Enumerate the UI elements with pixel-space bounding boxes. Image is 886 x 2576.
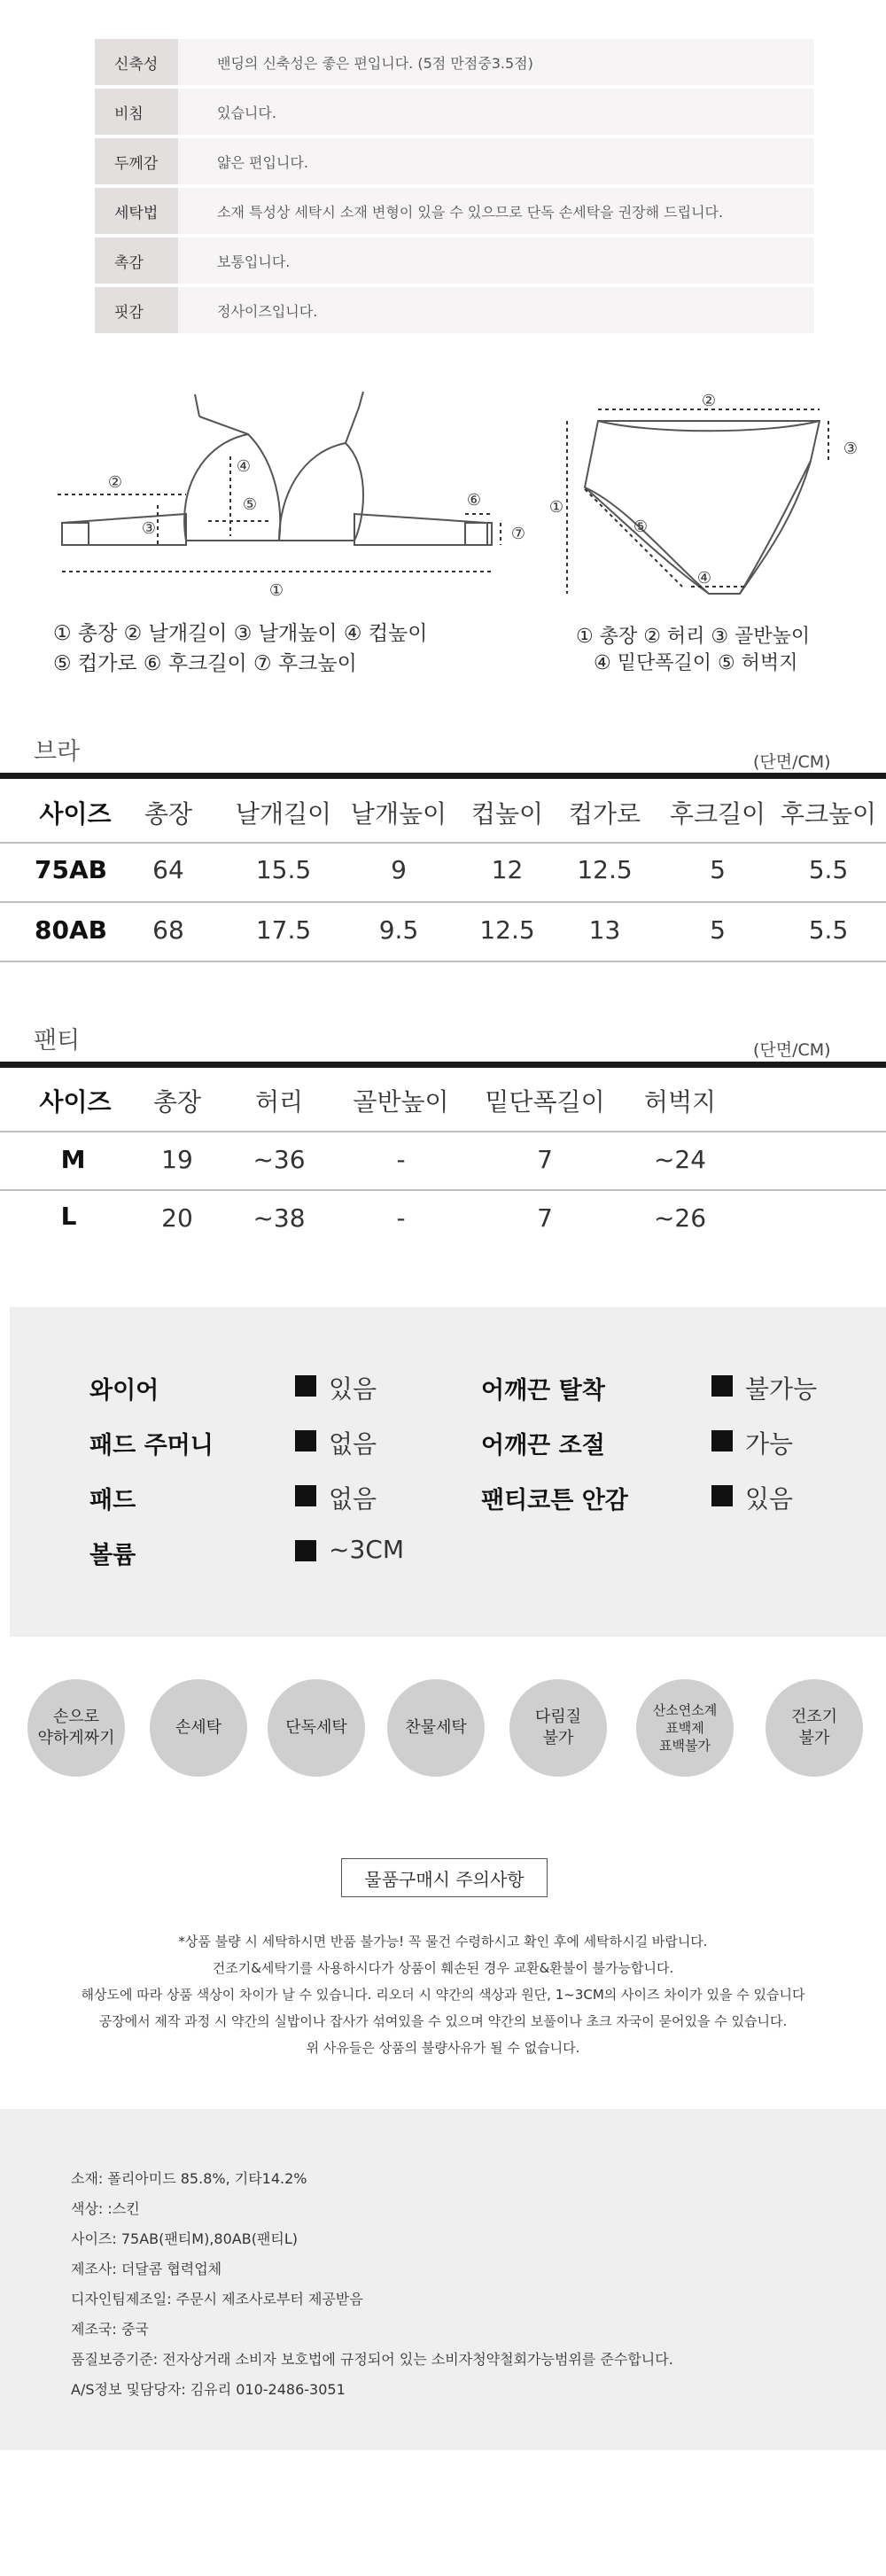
header-cell: 컵높이 <box>470 799 544 829</box>
feature-value: 불가능 <box>745 1374 818 1404</box>
header-cell: 사이즈 <box>39 1087 112 1117</box>
mark-1: ① <box>268 581 284 600</box>
table-row-divider <box>0 842 886 844</box>
notice-title: 물품구매시 주의사항 <box>341 1858 548 1897</box>
care-no-dryer: 건조기 불가 <box>766 1679 863 1777</box>
header-cell: 허벅지 <box>643 1087 717 1117</box>
table-cell: 5.5 <box>808 855 849 884</box>
info-row-sheer <box>95 89 814 135</box>
header-cell: 골반높이 <box>353 1087 449 1117</box>
care-cold-wash: 찬물세탁 <box>387 1679 485 1777</box>
info-label: 두께감 <box>95 138 178 184</box>
feature-label: 어깨끈 조절 <box>481 1432 605 1459</box>
header-cell: 밑단폭길이 <box>485 1087 605 1117</box>
panty-legend-line-2: ④ 밑단폭길이 ⑤ 허벅지 <box>594 652 798 674</box>
feature-label: 팬티코튼 안감 <box>481 1487 628 1514</box>
header-cell: 총장 <box>144 799 193 829</box>
info-label: 핏감 <box>95 287 178 333</box>
header-cell: 날개높이 <box>350 799 447 829</box>
table-cell: ~38 <box>253 1203 306 1233</box>
bra-legend-line-1: ① 총장 ② 날개길이 ③ 날개높이 ④ 컵높이 <box>53 622 428 645</box>
table-row-divider <box>0 901 886 903</box>
bra-legend <box>53 619 549 679</box>
product-details-panel <box>0 2109 886 2450</box>
feature-value: 있음 <box>745 1484 794 1514</box>
table-cell: - <box>396 1145 406 1174</box>
panty-legend-line-1: ① 총장 ② 허리 ③ 골반높이 <box>576 626 811 648</box>
notice-line: 공장에서 제작 과정 시 약간의 실밥이나 잡사가 섞여있을 수 있으며 약간의 보풀이나 초크 자국이 묻어있을 수 있습니다. <box>98 2013 788 2029</box>
info-label: 촉감 <box>95 237 178 284</box>
info-row-fit <box>95 287 814 333</box>
table-top-rule <box>0 773 886 779</box>
detail-quality-guarantee: 품질보증기준: 전자상거래 소비자 보호법에 규정되어 있는 소비자청약철회가능범위를 준수합니다. <box>71 2351 673 2368</box>
notice-line: 위 사유들은 상품의 불량사유가 될 수 없습니다. <box>306 2040 580 2056</box>
feature-value: 없음 <box>329 1429 377 1459</box>
detail-as-contact: A/S정보 및담당자: 김유리 010-2486-3051 <box>71 2381 346 2398</box>
bra-table-title: 브라 <box>34 738 81 766</box>
header-cell: 날개길이 <box>235 799 332 829</box>
table-cell: - <box>396 1203 406 1233</box>
table-cell: 64 <box>152 855 184 884</box>
table-cell: 9.5 <box>378 915 419 945</box>
header-cell: 후크길이 <box>669 799 766 829</box>
mark-5: ⑤ <box>633 518 649 536</box>
square-bullet-icon <box>711 1375 733 1397</box>
detail-size: 사이즈: 75AB(팬티M),80AB(팬티L) <box>71 2230 299 2247</box>
info-row-stretch <box>95 39 814 85</box>
info-value: 정사이즈입니다. <box>178 287 814 333</box>
table-cell: 5 <box>710 915 726 945</box>
table-cell: L <box>60 1202 77 1231</box>
care-no-ironing: 다림질 불가 <box>509 1679 607 1777</box>
table-cell: 17.5 <box>255 915 312 945</box>
bra-measurement-diagram <box>44 390 549 603</box>
square-bullet-icon <box>711 1430 733 1451</box>
table-cell: ~36 <box>253 1145 306 1174</box>
square-bullet-icon <box>295 1540 316 1561</box>
info-label: 신축성 <box>95 39 178 85</box>
features-panel <box>10 1307 886 1637</box>
square-bullet-icon <box>295 1485 316 1506</box>
info-row-touch <box>95 237 814 284</box>
panty-measurement-diagram <box>545 390 864 611</box>
mark-5: ⑤ <box>242 495 258 514</box>
mark-7: ⑦ <box>510 525 526 543</box>
table-cell: 5.5 <box>808 915 849 945</box>
info-value: 소재 특성상 세탁시 소재 변형이 있을 수 있으므로 단독 손세탁을 권장해 드립니다. <box>178 188 814 234</box>
header-cell: 허리 <box>254 1087 304 1117</box>
header-cell: 총장 <box>152 1087 202 1117</box>
bra-table-unit: (단면/CM) <box>753 752 831 772</box>
mark-4: ④ <box>696 569 712 588</box>
notice-line: *상품 불량 시 세탁하시면 반품 불가능! 꼭 물건 수령하시고 확인 후에 세탁하시길 바랍니다. <box>178 1934 708 1950</box>
mark-1: ① <box>548 498 564 517</box>
bra-legend-line-2: ⑤ 컵가로 ⑥ 후크길이 ⑦ 후크높이 <box>53 652 357 675</box>
mark-6: ⑥ <box>466 491 482 510</box>
panty-table-title: 팬티 <box>34 1027 81 1055</box>
table-row-divider <box>0 1131 886 1132</box>
fabric-info-table <box>95 39 814 337</box>
table-cell: 7 <box>537 1145 553 1174</box>
table-cell: ~24 <box>653 1145 707 1174</box>
table-row-divider <box>0 1189 886 1191</box>
mark-4: ④ <box>236 457 252 476</box>
table-cell: M <box>60 1145 86 1174</box>
care-hand-wash: 손세탁 <box>150 1679 247 1777</box>
header-cell: 컵가로 <box>568 799 641 829</box>
square-bullet-icon <box>295 1375 316 1397</box>
table-cell: 13 <box>588 915 621 945</box>
table-cell: 5 <box>710 855 726 884</box>
care-no-bleach: 산소연소계 표백제 표백불가 <box>636 1679 734 1777</box>
table-cell: 20 <box>161 1203 193 1233</box>
table-cell: 12.5 <box>479 915 535 945</box>
notice-line: 해상도에 따라 상품 색상이 차이가 날 수 있습니다. 리오더 시 약간의 색상과 원단, 1~3CM의 사이즈 차이가 있을 수 있습니다 <box>81 1987 805 2003</box>
care-hand-wring-gently: 손으로 약하게짜기 <box>27 1679 125 1777</box>
table-cell: 9 <box>391 855 407 884</box>
info-value: 보통입니다. <box>178 237 814 284</box>
feature-value: ~3CM <box>329 1535 404 1564</box>
notice-line: 건조기&세탁기를 사용하시다가 상품이 훼손된 경우 교환&환불이 불가능합니다. <box>212 1960 674 1976</box>
table-cell: 15.5 <box>255 855 312 884</box>
feature-value: 있음 <box>329 1374 377 1404</box>
care-wash-separately: 단독세탁 <box>268 1679 365 1777</box>
detail-manufacture-date: 디자인팀제조일: 주문시 제조사로부터 제공받음 <box>71 2291 363 2308</box>
detail-color: 색상: :스킨 <box>71 2200 140 2217</box>
info-value: 얇은 편입니다. <box>178 138 814 184</box>
square-bullet-icon <box>711 1485 733 1506</box>
feature-value: 가능 <box>745 1429 794 1459</box>
feature-label: 와이어 <box>89 1377 159 1405</box>
header-cell: 사이즈 <box>39 799 112 829</box>
table-cell: ~26 <box>653 1203 707 1233</box>
panty-table-unit: (단면/CM) <box>753 1040 831 1060</box>
info-row-washing <box>95 188 814 234</box>
square-bullet-icon <box>295 1430 316 1451</box>
panty-legend <box>576 624 877 677</box>
table-row-divider <box>0 961 886 962</box>
table-cell: 12 <box>491 855 524 884</box>
table-cell: 75AB <box>35 855 107 884</box>
info-value: 있습니다. <box>178 89 814 135</box>
table-cell: 12.5 <box>577 855 633 884</box>
mark-2: ② <box>107 473 123 492</box>
feature-value: 없음 <box>329 1484 377 1514</box>
feature-label: 패드 <box>89 1487 136 1514</box>
header-cell: 후크높이 <box>780 799 877 829</box>
feature-label: 볼륨 <box>89 1542 136 1569</box>
info-value: 밴딩의 신축성은 좋은 편입니다. (5점 만점중3.5점) <box>178 39 814 85</box>
info-row-thickness <box>95 138 814 184</box>
mark-3: ③ <box>141 519 157 538</box>
info-label: 세탁법 <box>95 188 178 234</box>
mark-2: ② <box>701 392 717 410</box>
feature-label: 패드 주머니 <box>89 1432 214 1459</box>
feature-label: 어깨끈 탈착 <box>481 1377 605 1405</box>
table-cell: 68 <box>152 915 184 945</box>
detail-country: 제조국: 중국 <box>71 2321 149 2338</box>
info-label: 비침 <box>95 89 178 135</box>
detail-material: 소재: 폴리아미드 85.8%, 기타14.2% <box>71 2170 307 2187</box>
detail-manufacturer: 제조사: 더달콤 협력업체 <box>71 2261 222 2277</box>
table-cell: 19 <box>161 1145 193 1174</box>
table-top-rule <box>0 1062 886 1068</box>
mark-3: ③ <box>843 440 859 458</box>
table-cell: 7 <box>537 1203 553 1233</box>
table-cell: 80AB <box>35 915 107 945</box>
